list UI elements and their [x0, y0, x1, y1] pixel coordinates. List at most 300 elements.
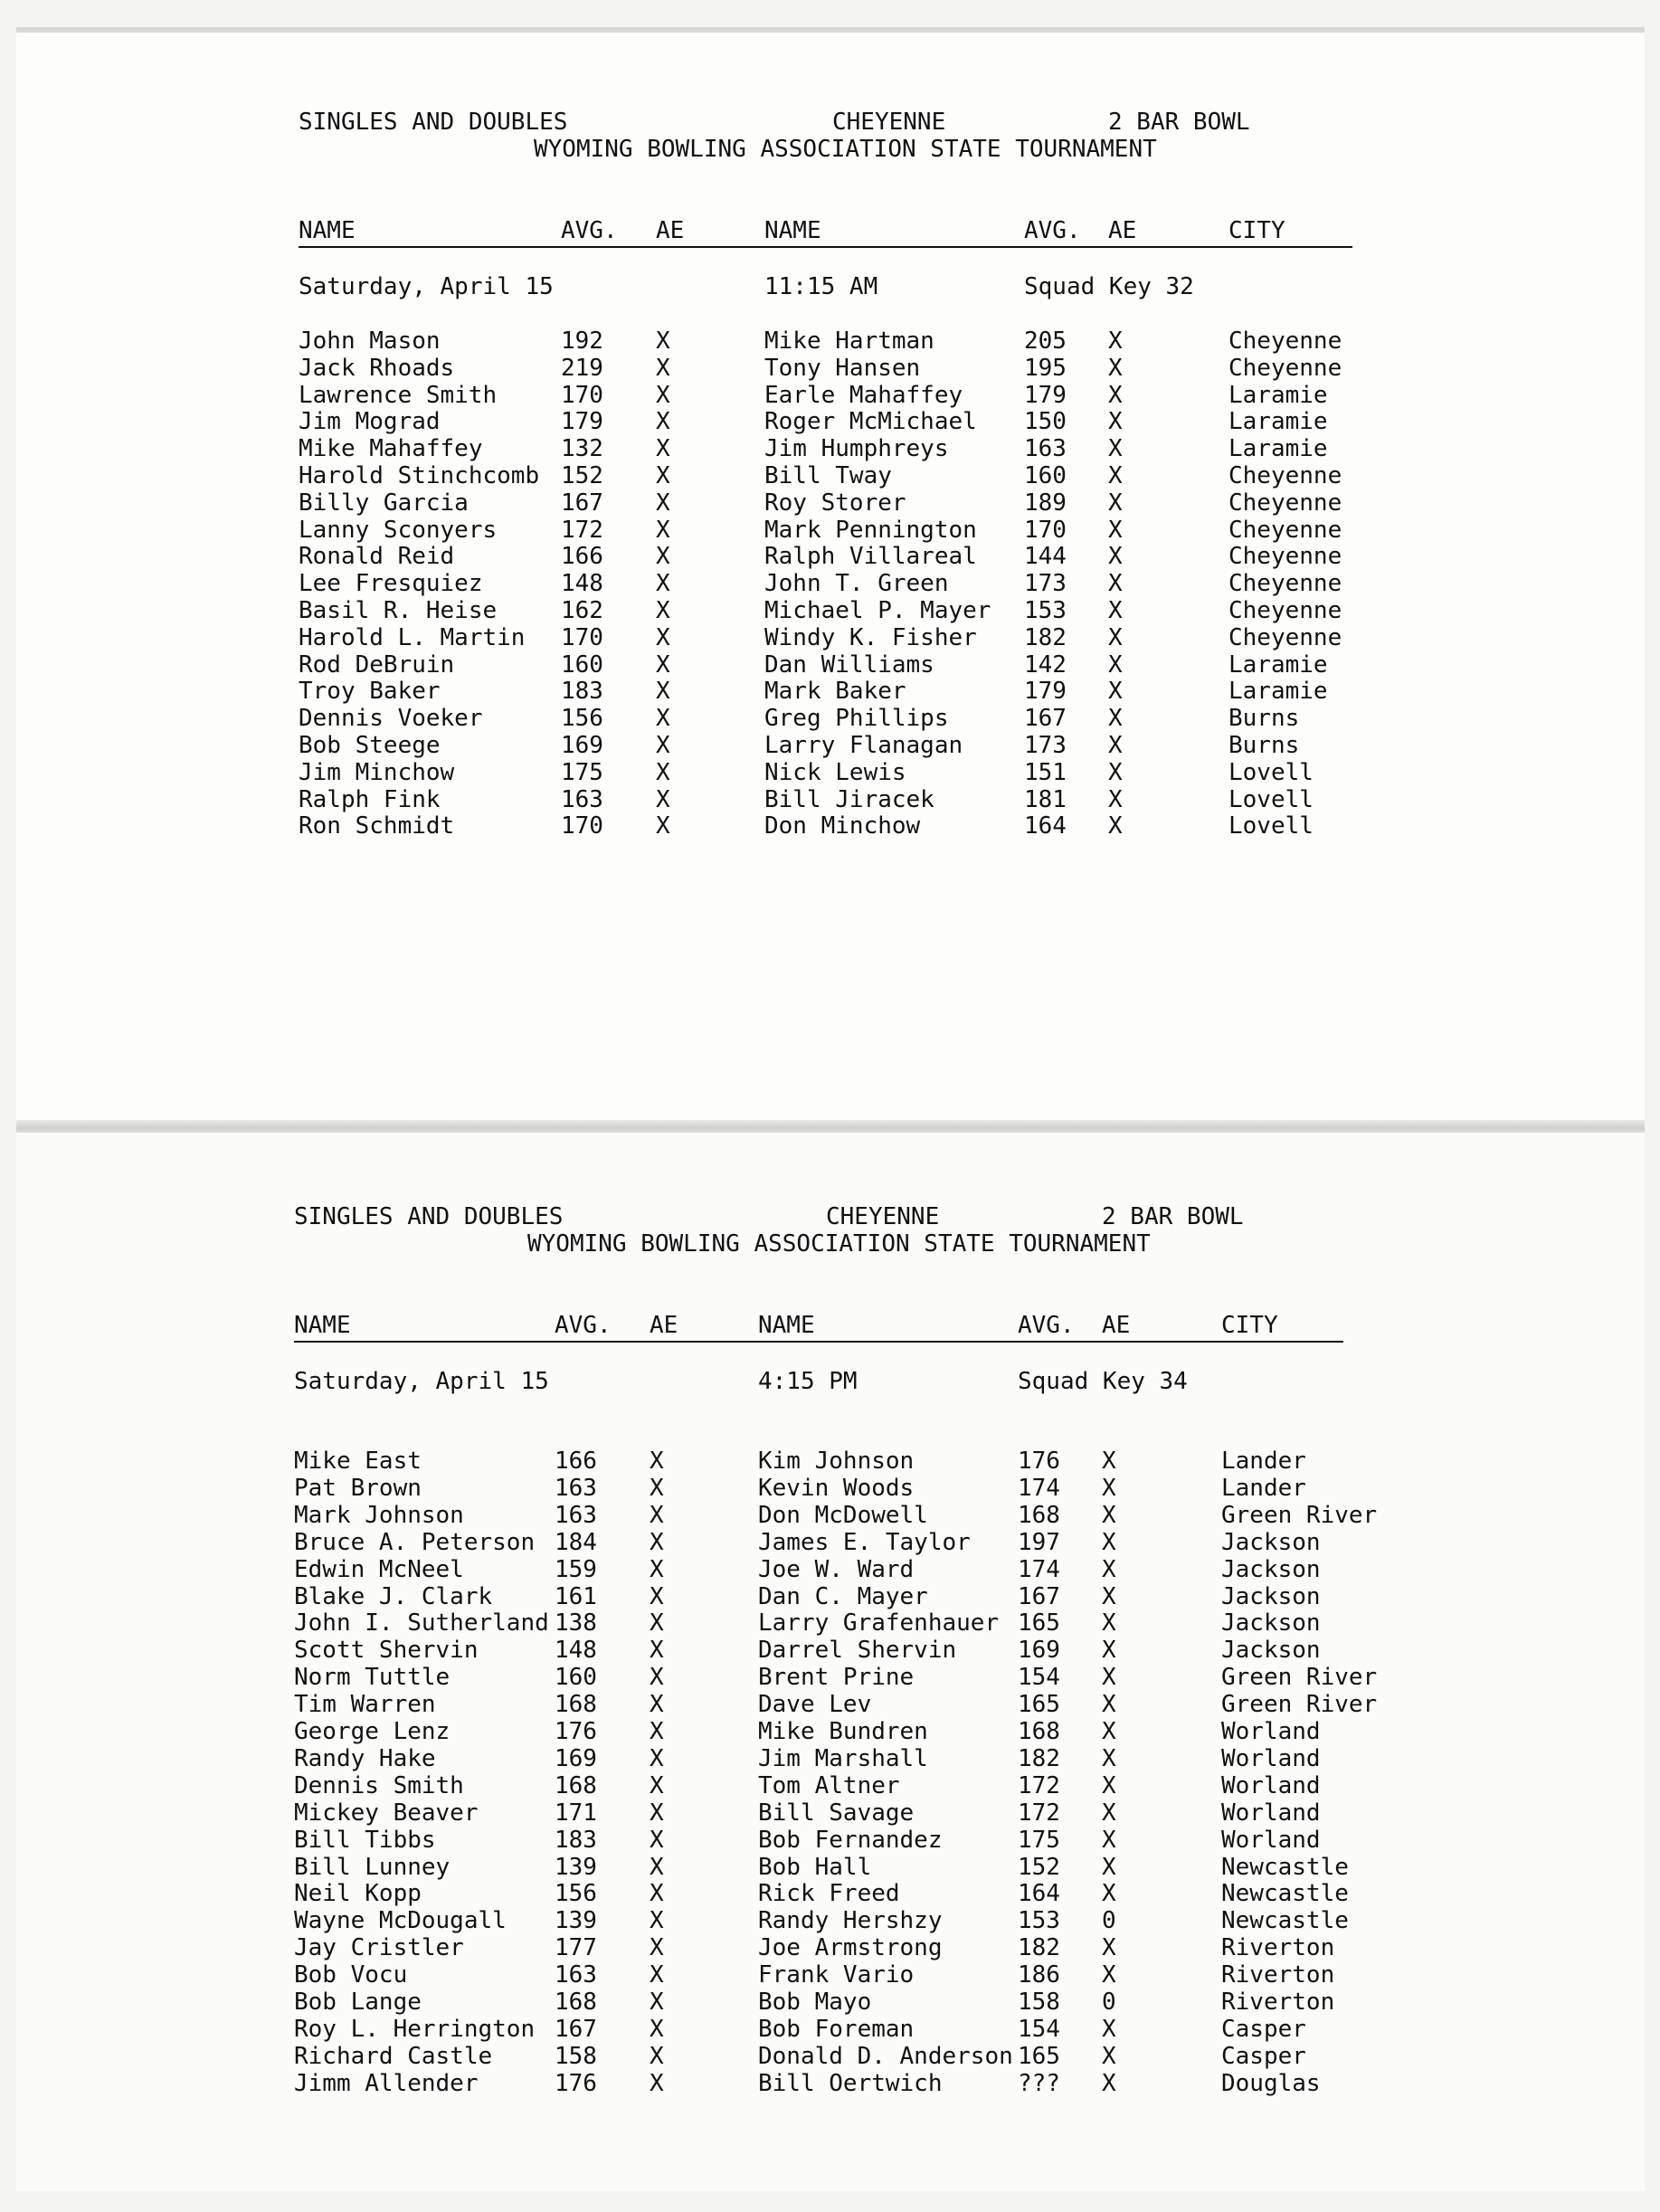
table-row-city: Casper — [1221, 2043, 1306, 2070]
table-row-ae2: X — [1102, 2016, 1116, 2043]
table-row-avg2: 168 — [1018, 1718, 1060, 1745]
squad-date: Saturday, April 15 — [299, 273, 554, 300]
table-row-ae2: X — [1108, 489, 1123, 517]
squad-date: Saturday, April 15 — [294, 1368, 549, 1395]
table-row-ae2: X — [1102, 1934, 1116, 1961]
table-row-name2: Joe W. Ward — [758, 1556, 915, 1583]
column-header-name: NAME — [299, 217, 356, 244]
table-row-avg1: 169 — [555, 1745, 597, 1772]
table-row-avg1: 170 — [561, 382, 603, 409]
table-row-ae1: X — [650, 1961, 664, 1989]
table-row-city: Burns — [1228, 705, 1300, 732]
table-row-name1: Bob Vocu — [294, 1961, 408, 1989]
table-row-avg1: 166 — [561, 543, 603, 570]
city-header: CHEYENNE — [826, 1203, 940, 1230]
table-row-city: Cheyenne — [1228, 597, 1342, 624]
table-row-ae1: X — [650, 1637, 664, 1664]
table-row-avg2: 165 — [1018, 1691, 1060, 1718]
column-header-avg: AVG. — [555, 1312, 612, 1339]
table-row-city: Cheyenne — [1228, 624, 1342, 651]
table-row-ae1: X — [656, 489, 670, 517]
table-row-ae2: X — [1108, 732, 1123, 759]
table-row-avg1: 183 — [561, 678, 603, 705]
table-row-avg1: 139 — [555, 1854, 597, 1881]
event-label: SINGLES AND DOUBLES — [299, 109, 568, 136]
table-row-name2: Windy K. Fisher — [764, 624, 977, 651]
table-row-name1: Dennis Smith — [294, 1772, 464, 1799]
table-row-name2: Darrel Shervin — [758, 1637, 957, 1664]
table-row-avg1: 163 — [555, 1961, 597, 1989]
table-row-avg2: 175 — [1018, 1827, 1060, 1854]
table-row-ae1: X — [650, 1854, 664, 1881]
table-row-name2: Bob Hall — [758, 1854, 872, 1881]
table-row-city: Lovell — [1228, 759, 1314, 786]
table-row-ae1: X — [650, 2070, 664, 2097]
table-row-ae2: X — [1102, 1745, 1116, 1772]
table-row-city: Cheyenne — [1228, 355, 1342, 382]
column-header-avg2: AVG. — [1024, 217, 1081, 244]
table-row-name2: Tony Hansen — [764, 355, 921, 382]
table-row-avg2: 181 — [1024, 786, 1067, 813]
table-row-ae1: X — [650, 1609, 664, 1637]
table-row-name2: Tom Altner — [758, 1772, 900, 1799]
table-row-avg1: 219 — [561, 355, 603, 382]
table-row-avg2: 182 — [1018, 1745, 1060, 1772]
table-row-ae2: X — [1102, 1880, 1116, 1907]
table-row-avg1: 160 — [561, 651, 603, 679]
table-row-avg1: 171 — [555, 1799, 597, 1827]
table-row-avg1: 166 — [555, 1448, 597, 1475]
table-row-name1: Basil R. Heise — [299, 597, 498, 624]
table-row-ae1: X — [656, 382, 670, 409]
table-row-avg1: 179 — [561, 408, 603, 435]
table-row-ae2: X — [1108, 543, 1123, 570]
table-row-avg2: 189 — [1024, 489, 1067, 517]
table-row-avg2: 165 — [1018, 1609, 1060, 1637]
table-row-name1: Scott Shervin — [294, 1637, 479, 1664]
table-row-name2: Kevin Woods — [758, 1475, 915, 1502]
table-row-name1: Norm Tuttle — [294, 1664, 451, 1691]
table-row-name2: Michael P. Mayer — [764, 597, 991, 624]
table-row-ae1: X — [650, 1745, 664, 1772]
table-row-name1: Bob Lange — [294, 1989, 422, 2016]
table-row-avg2: 142 — [1024, 651, 1067, 679]
table-row-ae2: X — [1108, 597, 1123, 624]
table-row-avg1: 159 — [555, 1556, 597, 1583]
table-row-name1: Mickey Beaver — [294, 1799, 479, 1827]
table-row-name2: Earle Mahaffey — [764, 382, 963, 409]
table-row-ae1: X — [656, 570, 670, 597]
table-row-name1: Neil Kopp — [294, 1880, 422, 1907]
column-header-name2: NAME — [764, 217, 821, 244]
table-row-city: Lander — [1221, 1448, 1306, 1475]
table-row-ae2: X — [1102, 1799, 1116, 1827]
table-row-name1: John I. Sutherland — [294, 1609, 549, 1637]
table-row-avg1: 172 — [561, 517, 603, 544]
table-row-avg1: 161 — [555, 1583, 597, 1610]
table-row-city: Newcastle — [1221, 1880, 1349, 1907]
table-row-ae1: X — [650, 1718, 664, 1745]
table-row-avg1: 176 — [555, 2070, 597, 2097]
table-row-avg1: 148 — [555, 1637, 597, 1664]
table-row-name2: Jim Marshall — [758, 1745, 928, 1772]
table-row-avg2: 158 — [1018, 1989, 1060, 2016]
table-row-name2: Don Minchow — [764, 812, 921, 840]
table-row-name1: Jay Cristler — [294, 1934, 464, 1961]
table-row-ae1: X — [650, 1827, 664, 1854]
table-row-ae1: X — [656, 543, 670, 570]
header-rule — [299, 246, 1352, 248]
table-row-ae1: X — [650, 1475, 664, 1502]
table-row-city: Riverton — [1221, 1989, 1335, 2016]
table-row-avg1: 156 — [555, 1880, 597, 1907]
table-row-avg2: 182 — [1024, 624, 1067, 651]
table-row-ae2: X — [1102, 1772, 1116, 1799]
table-row-name1: Roy L. Herrington — [294, 2016, 536, 2043]
table-row-name2: Mark Baker — [764, 678, 906, 705]
table-row-avg2: 150 — [1024, 408, 1067, 435]
table-row-name1: Richard Castle — [294, 2043, 493, 2070]
table-row-ae2: X — [1108, 812, 1123, 840]
table-row-name2: Roger McMichael — [764, 408, 977, 435]
squad-key: Squad Key 34 — [1018, 1368, 1188, 1395]
table-row-ae2: X — [1102, 2043, 1116, 2070]
table-row-name2: Bill Oertwich — [758, 2070, 943, 2097]
table-row-avg2: 164 — [1024, 812, 1067, 840]
table-row-ae2: X — [1108, 624, 1123, 651]
table-row-avg1: 152 — [561, 462, 603, 489]
table-row-name1: Jack Rhoads — [299, 355, 455, 382]
table-row-ae1: X — [650, 1772, 664, 1799]
table-row-ae2: X — [1108, 570, 1123, 597]
table-row-name1: Wayne McDougall — [294, 1907, 507, 1934]
table-row-name1: George Lenz — [294, 1718, 451, 1745]
table-row-city: Worland — [1221, 1772, 1321, 1799]
table-row-ae2: X — [1102, 1475, 1116, 1502]
table-row-ae1: X — [656, 328, 670, 355]
table-row-name2: Dan C. Mayer — [758, 1583, 928, 1610]
table-row-avg2: 165 — [1018, 2043, 1060, 2070]
table-row-avg1: 162 — [561, 597, 603, 624]
table-row-ae2: X — [1102, 1664, 1116, 1691]
table-row-avg1: 168 — [555, 1772, 597, 1799]
table-row-city: Cheyenne — [1228, 462, 1342, 489]
table-row-ae2: 0 — [1102, 1989, 1116, 2016]
table-row-name2: Donald D. Anderson — [758, 2043, 1013, 2070]
column-header-avg2: AVG. — [1018, 1312, 1075, 1339]
table-row-ae1: X — [656, 759, 670, 786]
table-row-ae2: X — [1108, 435, 1123, 462]
table-row-name2: Bob Fernandez — [758, 1827, 943, 1854]
column-header-city: CITY — [1228, 217, 1285, 244]
table-row-ae2: X — [1102, 1583, 1116, 1610]
table-row-avg2: 174 — [1018, 1475, 1060, 1502]
table-row-ae2: X — [1102, 1556, 1116, 1583]
column-header-ae2: AE — [1108, 217, 1137, 244]
table-row-avg2: 164 — [1018, 1880, 1060, 1907]
table-row-city: Cheyenne — [1228, 543, 1342, 570]
table-row-ae1: X — [650, 1799, 664, 1827]
table-row-avg2: 173 — [1024, 732, 1067, 759]
table-row-ae2: X — [1102, 1609, 1116, 1637]
table-row-avg2: 170 — [1024, 517, 1067, 544]
table-row-avg1: 160 — [555, 1664, 597, 1691]
table-row-ae2: X — [1102, 1718, 1116, 1745]
table-row-name1: Troy Baker — [299, 678, 441, 705]
column-header-name2: NAME — [758, 1312, 815, 1339]
table-row-avg1: 177 — [555, 1934, 597, 1961]
table-row-city: Newcastle — [1221, 1854, 1349, 1881]
table-row-city: Lovell — [1228, 812, 1314, 840]
squad-key: Squad Key 32 — [1024, 273, 1194, 300]
table-row-ae2: X — [1102, 1854, 1116, 1881]
table-row-avg1: 169 — [561, 732, 603, 759]
table-row-name1: Jim Minchow — [299, 759, 455, 786]
table-row-avg2: 144 — [1024, 543, 1067, 570]
table-row-name2: Bob Mayo — [758, 1989, 872, 2016]
table-row-ae1: X — [656, 597, 670, 624]
table-row-avg1: 163 — [555, 1475, 597, 1502]
table-row-ae1: X — [656, 408, 670, 435]
column-header-name: NAME — [294, 1312, 351, 1339]
table-row-ae1: X — [656, 678, 670, 705]
table-row-avg2: 154 — [1018, 2016, 1060, 2043]
table-row-city: Cheyenne — [1228, 517, 1342, 544]
table-row-avg2: 153 — [1024, 597, 1067, 624]
table-row-avg2: 176 — [1018, 1448, 1060, 1475]
table-row-avg1: 139 — [555, 1907, 597, 1934]
table-row-ae1: X — [656, 435, 670, 462]
table-row-city: Worland — [1221, 1799, 1321, 1827]
table-row-avg1: 184 — [555, 1529, 597, 1556]
table-row-name2: Nick Lewis — [764, 759, 906, 786]
table-row-avg1: 156 — [561, 705, 603, 732]
venue-label: 2 BAR BOWL — [1108, 109, 1250, 136]
header-rule — [294, 1341, 1343, 1343]
table-row-name2: Bill Jiracek — [764, 786, 934, 813]
table-row-avg2: 186 — [1018, 1961, 1060, 1989]
table-row-city: Jackson — [1221, 1556, 1321, 1583]
table-row-city: Jackson — [1221, 1637, 1321, 1664]
event-label: SINGLES AND DOUBLES — [294, 1203, 564, 1230]
table-row-city: Jackson — [1221, 1609, 1321, 1637]
table-row-avg1: 170 — [561, 624, 603, 651]
table-row-name2: Dave Lev — [758, 1691, 872, 1718]
table-row-ae2: X — [1108, 517, 1123, 544]
table-row-ae2: X — [1102, 1961, 1116, 1989]
table-row-avg1: 158 — [555, 2043, 597, 2070]
table-row-avg1: 183 — [555, 1827, 597, 1854]
table-row-name1: Rod DeBruin — [299, 651, 455, 679]
table-row-city: Laramie — [1228, 435, 1328, 462]
table-row-ae1: X — [650, 1583, 664, 1610]
table-row-name2: Randy Hershzy — [758, 1907, 943, 1934]
table-row-name2: Bob Foreman — [758, 2016, 915, 2043]
table-row-avg1: 148 — [561, 570, 603, 597]
table-row-name1: Jimm Allender — [294, 2070, 479, 2097]
table-row-ae2: X — [1102, 1529, 1116, 1556]
table-row-name1: Mike Mahaffey — [299, 435, 483, 462]
table-row-ae2: X — [1108, 382, 1123, 409]
city-header: CHEYENNE — [832, 109, 946, 136]
table-row-ae1: X — [650, 1556, 664, 1583]
table-row-ae1: X — [656, 732, 670, 759]
table-row-ae2: X — [1108, 651, 1123, 679]
table-row-city: Green River — [1221, 1502, 1378, 1529]
table-row-name1: Tim Warren — [294, 1691, 436, 1718]
table-row-ae2: X — [1102, 1637, 1116, 1664]
column-header-ae: AE — [656, 217, 685, 244]
table-row-city: Worland — [1221, 1827, 1321, 1854]
table-row-city: Douglas — [1221, 2070, 1321, 2097]
table-row-city: Laramie — [1228, 678, 1328, 705]
table-row-ae1: X — [656, 651, 670, 679]
table-row-city: Laramie — [1228, 408, 1328, 435]
table-row-ae1: X — [650, 1934, 664, 1961]
table-row-avg1: 168 — [555, 1989, 597, 2016]
table-row-name2: Dan Williams — [764, 651, 934, 679]
table-row-name2: Frank Vario — [758, 1961, 915, 1989]
table-row-name2: Mike Bundren — [758, 1718, 928, 1745]
table-row-ae2: X — [1102, 2070, 1116, 2097]
table-row-ae2: X — [1108, 462, 1123, 489]
table-row-avg2: 172 — [1018, 1772, 1060, 1799]
table-row-ae2: X — [1108, 678, 1123, 705]
table-row-city: Riverton — [1221, 1961, 1335, 1989]
table-row-avg2: 179 — [1024, 678, 1067, 705]
table-row-name1: Bruce A. Peterson — [294, 1529, 536, 1556]
table-row-ae1: X — [650, 1664, 664, 1691]
table-row-avg2: 179 — [1024, 382, 1067, 409]
table-row-name2: Larry Flanagan — [764, 732, 963, 759]
table-row-ae2: X — [1108, 408, 1123, 435]
table-row-ae1: X — [650, 1880, 664, 1907]
table-row-name1: Dennis Voeker — [299, 705, 483, 732]
table-row-avg1: 192 — [561, 328, 603, 355]
table-row-name1: Harold L. Martin — [299, 624, 526, 651]
table-row-name1: Lee Fresquiez — [299, 570, 483, 597]
table-row-avg2: ??? — [1018, 2070, 1060, 2097]
table-row-name1: Lawrence Smith — [299, 382, 498, 409]
table-row-city: Lander — [1221, 1475, 1306, 1502]
table-row-ae2: X — [1108, 759, 1123, 786]
table-row-ae2: X — [1108, 705, 1123, 732]
table-row-avg1: 132 — [561, 435, 603, 462]
table-row-avg2: 154 — [1018, 1664, 1060, 1691]
table-row-ae1: X — [656, 624, 670, 651]
table-row-city: Worland — [1221, 1718, 1321, 1745]
table-row-ae1: X — [656, 705, 670, 732]
table-row-name1: Bill Tibbs — [294, 1827, 436, 1854]
table-row-name2: Kim Johnson — [758, 1448, 915, 1475]
table-row-avg2: 169 — [1018, 1637, 1060, 1664]
table-row-avg2: 152 — [1018, 1854, 1060, 1881]
table-row-avg2: 151 — [1024, 759, 1067, 786]
table-row-avg2: 197 — [1018, 1529, 1060, 1556]
table-row-name2: Greg Phillips — [764, 705, 949, 732]
column-header-ae: AE — [650, 1312, 678, 1339]
table-row-ae2: X — [1108, 355, 1123, 382]
table-row-name1: Lanny Sconyers — [299, 517, 498, 544]
table-row-ae2: X — [1102, 1691, 1116, 1718]
table-row-ae1: X — [650, 1448, 664, 1475]
column-header-avg: AVG. — [561, 217, 618, 244]
table-row-name1: Ronald Reid — [299, 543, 455, 570]
table-row-city: Newcastle — [1221, 1907, 1349, 1934]
table-row-name1: Billy Garcia — [299, 489, 469, 517]
table-row-name2: Roy Storer — [764, 489, 906, 517]
table-row-name2: Bill Tway — [764, 462, 892, 489]
table-row-avg2: 163 — [1024, 435, 1067, 462]
table-row-ae1: X — [650, 2016, 664, 2043]
table-row-ae1: X — [650, 1691, 664, 1718]
table-row-ae2: X — [1102, 1502, 1116, 1529]
table-row-avg2: 167 — [1024, 705, 1067, 732]
table-row-avg2: 167 — [1018, 1583, 1060, 1610]
table-row-name2: James E. Taylor — [758, 1529, 971, 1556]
table-row-city: Laramie — [1228, 651, 1328, 679]
table-row-name1: Mike East — [294, 1448, 422, 1475]
table-row-ae2: X — [1102, 1448, 1116, 1475]
table-row-city: Casper — [1221, 2016, 1306, 2043]
table-row-ae1: X — [650, 1907, 664, 1934]
table-row-name2: Bill Savage — [758, 1799, 915, 1827]
tournament-title: WYOMING BOWLING ASSOCIATION STATE TOURNAMENT — [534, 136, 1157, 163]
tournament-title: WYOMING BOWLING ASSOCIATION STATE TOURNAMENT — [527, 1230, 1151, 1258]
table-row-avg1: 168 — [555, 1691, 597, 1718]
table-row-ae1: X — [650, 1529, 664, 1556]
table-row-ae1: X — [656, 786, 670, 813]
table-row-avg1: 138 — [555, 1609, 597, 1637]
table-row-name1: Bob Steege — [299, 732, 441, 759]
table-row-avg1: 170 — [561, 812, 603, 840]
table-row-city: Riverton — [1221, 1934, 1335, 1961]
table-row-ae1: X — [650, 1989, 664, 2016]
table-row-name1: Bill Lunney — [294, 1854, 451, 1881]
column-header-ae2: AE — [1102, 1312, 1131, 1339]
table-row-name2: Mark Pennington — [764, 517, 977, 544]
table-row-avg1: 167 — [561, 489, 603, 517]
table-row-name1: Ralph Fink — [299, 786, 441, 813]
table-row-name2: Ralph Villareal — [764, 543, 977, 570]
table-row-avg2: 174 — [1018, 1556, 1060, 1583]
table-row-city: Green River — [1221, 1664, 1378, 1691]
table-row-avg2: 172 — [1018, 1799, 1060, 1827]
table-row-ae1: X — [656, 355, 670, 382]
table-row-avg2: 195 — [1024, 355, 1067, 382]
table-row-avg2: 205 — [1024, 328, 1067, 355]
table-row-name1: John Mason — [299, 328, 441, 355]
table-row-name1: Pat Brown — [294, 1475, 422, 1502]
table-row-name1: Edwin McNeel — [294, 1556, 464, 1583]
table-row-ae1: X — [650, 1502, 664, 1529]
table-row-avg2: 153 — [1018, 1907, 1060, 1934]
table-row-name2: Jim Humphreys — [764, 435, 949, 462]
table-row-name1: Harold Stinchcomb — [299, 462, 540, 489]
table-row-avg1: 176 — [555, 1718, 597, 1745]
table-row-avg1: 167 — [555, 2016, 597, 2043]
table-row-name1: Jim Mograd — [299, 408, 441, 435]
table-row-ae2: X — [1108, 328, 1123, 355]
table-row-city: Worland — [1221, 1745, 1321, 1772]
table-row-avg2: 168 — [1018, 1502, 1060, 1529]
table-row-city: Cheyenne — [1228, 489, 1342, 517]
table-row-city: Jackson — [1221, 1583, 1321, 1610]
table-row-name2: Joe Armstrong — [758, 1934, 943, 1961]
table-row-name2: Don McDowell — [758, 1502, 928, 1529]
table-row-name1: Ron Schmidt — [299, 812, 455, 840]
table-row-city: Cheyenne — [1228, 570, 1342, 597]
